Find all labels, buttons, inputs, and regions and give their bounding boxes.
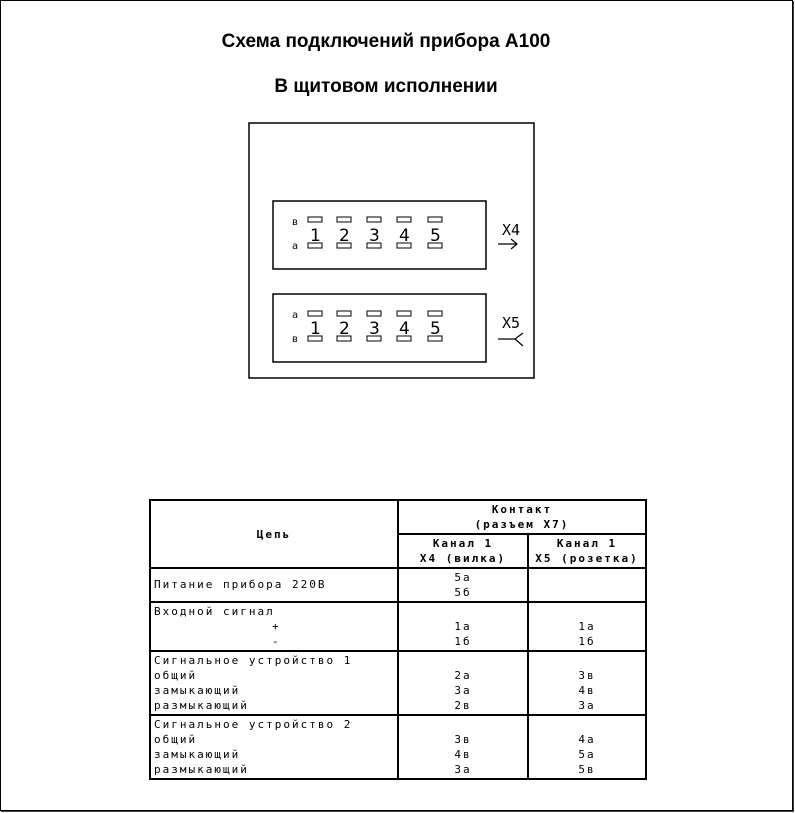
connector-x5 — [273, 294, 486, 362]
connector-x5-contact — [308, 311, 322, 316]
connector-x4-label: X4 — [502, 221, 521, 239]
connector-x5-contact — [428, 311, 442, 316]
header-x5-line1: Канал 1 — [556, 537, 618, 550]
cell-x4 — [398, 715, 528, 779]
contact-value: 3а — [454, 763, 472, 776]
contact-spacer — [402, 653, 524, 668]
cell-x4 — [398, 602, 528, 651]
connector-x4-contact — [397, 217, 411, 222]
plug-arrow-icon — [498, 239, 517, 249]
contact-spacer — [532, 653, 642, 668]
contact-value: 5в — [578, 763, 596, 776]
contact-value: 1а — [454, 620, 472, 633]
contact-value: 5б — [454, 586, 472, 599]
cell-x5 — [528, 651, 646, 715]
device-panel-diagram — [1, 1, 791, 481]
connector-x5-contact — [397, 311, 411, 316]
connection-table — [149, 499, 647, 780]
circuit-subitem: размыкающий — [154, 763, 249, 776]
contact-value: 2в — [454, 699, 472, 712]
contact-value: 5а — [454, 571, 472, 584]
cell-circuit — [150, 602, 398, 651]
connector-x4-contact — [428, 217, 442, 222]
circuit-name: Сигнальное устройство 2 — [154, 718, 353, 731]
table-header-row — [150, 500, 646, 534]
connector-x4-pin-number: 2 — [339, 226, 350, 246]
connector-x4-pin-number: 5 — [430, 226, 441, 246]
contact-value: 5а — [578, 748, 596, 761]
connector-x5-pin-number: 2 — [339, 319, 350, 339]
connector-x4-row-mark-bottom: а — [292, 241, 299, 252]
table-row — [150, 568, 646, 602]
header-x5 — [528, 534, 646, 568]
cell-circuit — [150, 568, 398, 602]
contact-spacer — [532, 717, 642, 732]
circuit-subitem: общий — [154, 669, 198, 682]
header-x4-line1: Канал 1 — [432, 537, 494, 550]
header-x4-line2: X4 (вилка) — [419, 552, 507, 565]
connector-x4 — [273, 201, 486, 269]
contact-value: 4в — [578, 684, 596, 697]
contact-spacer — [532, 604, 642, 619]
connector-x5-contacts-top — [308, 311, 442, 316]
header-contact-title: Контакт — [491, 503, 553, 516]
contact-value: 3в — [578, 669, 596, 682]
header-x4 — [398, 534, 528, 568]
connector-x4-pin-number: 3 — [369, 226, 380, 246]
connector-x5-pin-number: 4 — [399, 319, 410, 339]
table-row — [150, 602, 646, 651]
cell-x5 — [528, 715, 646, 779]
contact-value: 1а — [578, 620, 596, 633]
contact-value: 3а — [578, 699, 596, 712]
page-subtitle: В щитовом исполнении — [274, 76, 498, 97]
circuit-subitem: замыкающий — [154, 748, 241, 761]
connector-x5-contact — [337, 311, 351, 316]
cell-x4 — [398, 651, 528, 715]
page-title: Схема подключений прибора А100 — [221, 31, 551, 52]
contact-value: 3а — [454, 684, 472, 697]
connector-x5-row-mark-bottom: в — [292, 334, 298, 345]
table-row — [150, 715, 646, 779]
connector-x4-pin-number: 1 — [310, 226, 321, 246]
cell-x5 — [528, 602, 646, 651]
circuit-subitem: размыкающий — [154, 699, 249, 712]
connector-x4-contact — [367, 217, 381, 222]
cell-circuit — [150, 715, 398, 779]
cell-x5 — [528, 568, 646, 602]
connector-x5-row-mark-top: а — [292, 310, 299, 321]
contact-value: 2а — [454, 669, 472, 682]
contact-value: 1б — [578, 635, 596, 648]
connector-x5-contact — [367, 311, 381, 316]
connector-x5-label: X5 — [502, 314, 521, 332]
contact-value: 4а — [578, 733, 596, 746]
contact-value: 3в — [454, 733, 472, 746]
connector-x4-contacts-top — [308, 217, 442, 222]
table-row — [150, 651, 646, 715]
header-contact-sub: (разъем X7) — [474, 518, 570, 531]
circuit-subitem: - — [272, 635, 281, 648]
connector-x4-contact — [308, 217, 322, 222]
cell-x4 — [398, 568, 528, 602]
cell-circuit — [150, 651, 398, 715]
circuit-name: Сигнальное устройство 1 — [154, 654, 353, 667]
connector-x4-contact — [337, 217, 351, 222]
header-circuit: Цепь — [150, 500, 398, 568]
header-contact — [398, 500, 646, 534]
contact-spacer — [402, 717, 524, 732]
circuit-name: Питание прибора 220В — [154, 578, 327, 591]
connector-x4-pin-number: 4 — [399, 226, 410, 246]
connector-x5-pin-number: 3 — [369, 319, 380, 339]
header-x5-line2: X5 (розетка) — [535, 552, 639, 565]
contact-value: 4в — [454, 748, 472, 761]
connector-x5-pin-number: 5 — [430, 319, 441, 339]
connector-x5-pin-number: 1 — [310, 319, 321, 339]
contact-value: 1б — [454, 635, 472, 648]
socket-fork-icon — [498, 333, 523, 346]
connector-x4-row-mark-top: в — [292, 217, 298, 228]
circuit-name: Входной сигнал — [154, 605, 275, 618]
contact-spacer — [402, 604, 524, 619]
circuit-subitem: замыкающий — [154, 684, 241, 697]
circuit-subitem: + — [272, 620, 281, 633]
circuit-subitem: общий — [154, 733, 198, 746]
